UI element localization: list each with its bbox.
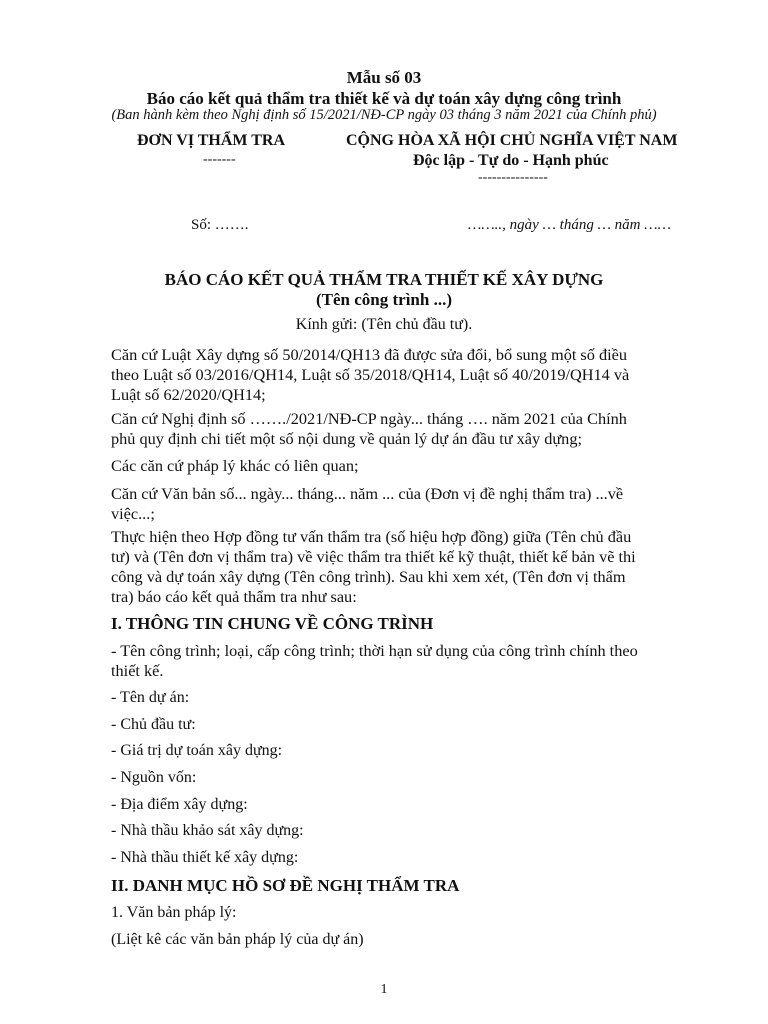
place-date: …….., ngày … tháng … năm ……	[468, 217, 671, 233]
list-item: - Giá trị dự toán xây dựng:	[111, 742, 283, 759]
list-item: - Nhà thầu khảo sát xây dựng:	[111, 822, 304, 839]
recipient-line: Kính gửi: (Tên chủ đầu tư).	[295, 316, 473, 333]
document-title: BÁO CÁO KẾT QUẢ THẨM TRA THIẾT KẾ XÂY DỰNG	[164, 270, 604, 289]
list-item: - Địa điểm xây dựng:	[111, 796, 248, 813]
list-item: - Chủ đầu tư:	[111, 716, 196, 733]
paragraph-contract: Thực hiện theo Hợp đồng tư vấn thẩm tra (số hiệu hợp đồng) giữa (Tên chủ đầu tư) và (Tên đơn vị thẩm tra) về việc thẩm tra thiết kế kỹ thuật, thiết kế bản vẽ thi công và dự toán xây dựng (Tên công trình). Sau khi xem xét, (Tên đơn vị thẩm tra) báo cáo kết quả thẩm tra như sau:	[111, 527, 636, 606]
document-subtitle: (Tên công trình ...)	[316, 290, 452, 309]
page-number: 1	[380, 982, 388, 997]
list-item: - Tên dự án:	[111, 689, 190, 706]
form-subtitle: (Ban hành kèm theo Nghị định số 15/2021/NĐ-CP ngày 03 tháng 3 năm 2021 của Chính phủ)	[111, 107, 657, 123]
org-name: ĐƠN VỊ THẨM TRA	[137, 132, 286, 149]
list-item: - Nguồn vốn:	[111, 769, 197, 786]
list-item: - Nhà thầu thiết kế xây dựng:	[111, 849, 299, 866]
form-number: Mẫu số 03	[346, 68, 422, 87]
national-title: CỘNG HÒA XÃ HỘI CHỦ NGHĨA VIỆT NAM	[346, 132, 678, 149]
document-number: Số: …….	[191, 217, 249, 233]
section-1-first-item: - Tên công trình; loại, cấp công trình; thời hạn sử dụng của công trình chính theo thiết kế.	[111, 641, 638, 680]
org-divider: -------	[203, 152, 236, 167]
paragraph-legal-basis-2: Căn cứ Nghị định số ……./2021/NĐ-CP ngày... tháng …. năm 2021 của Chính phủ quy định chi tiết một số nội dung về quản lý dự án đầu tư xây dựng;	[111, 409, 627, 448]
paragraph-legal-basis-4: Căn cứ Văn bản số... ngày... tháng... năm ... của (Đơn vị đề nghị thẩm tra) ...về việc...;	[111, 484, 624, 523]
national-motto: Độc lập - Tự do - Hạnh phúc	[413, 152, 609, 169]
section-2-heading: II. DANH MỤC HỒ SƠ ĐỀ NGHỊ THẨM TRA	[111, 876, 460, 895]
section-2-item-1-note: (Liệt kê các văn bản pháp lý của dự án)	[111, 931, 364, 948]
paragraph-legal-basis-3: Các căn cứ pháp lý khác có liên quan;	[111, 456, 359, 475]
section-1-heading: I. THÔNG TIN CHUNG VỀ CÔNG TRÌNH	[111, 614, 434, 633]
section-2-item-1: 1. Văn bản pháp lý:	[111, 904, 237, 921]
motto-divider: ---------------	[478, 170, 548, 185]
form-title: Báo cáo kết quả thẩm tra thiết kế và dự toán xây dựng công trình	[146, 89, 622, 108]
paragraph-legal-basis-1: Căn cứ Luật Xây dựng số 50/2014/QH13 đã được sửa đổi, bổ sung một số điều theo Luật số 03/2016/QH14, Luật số 35/2018/QH14, Luật số 40/2019/QH14 và Luật số 62/2020/QH14;	[111, 345, 630, 404]
